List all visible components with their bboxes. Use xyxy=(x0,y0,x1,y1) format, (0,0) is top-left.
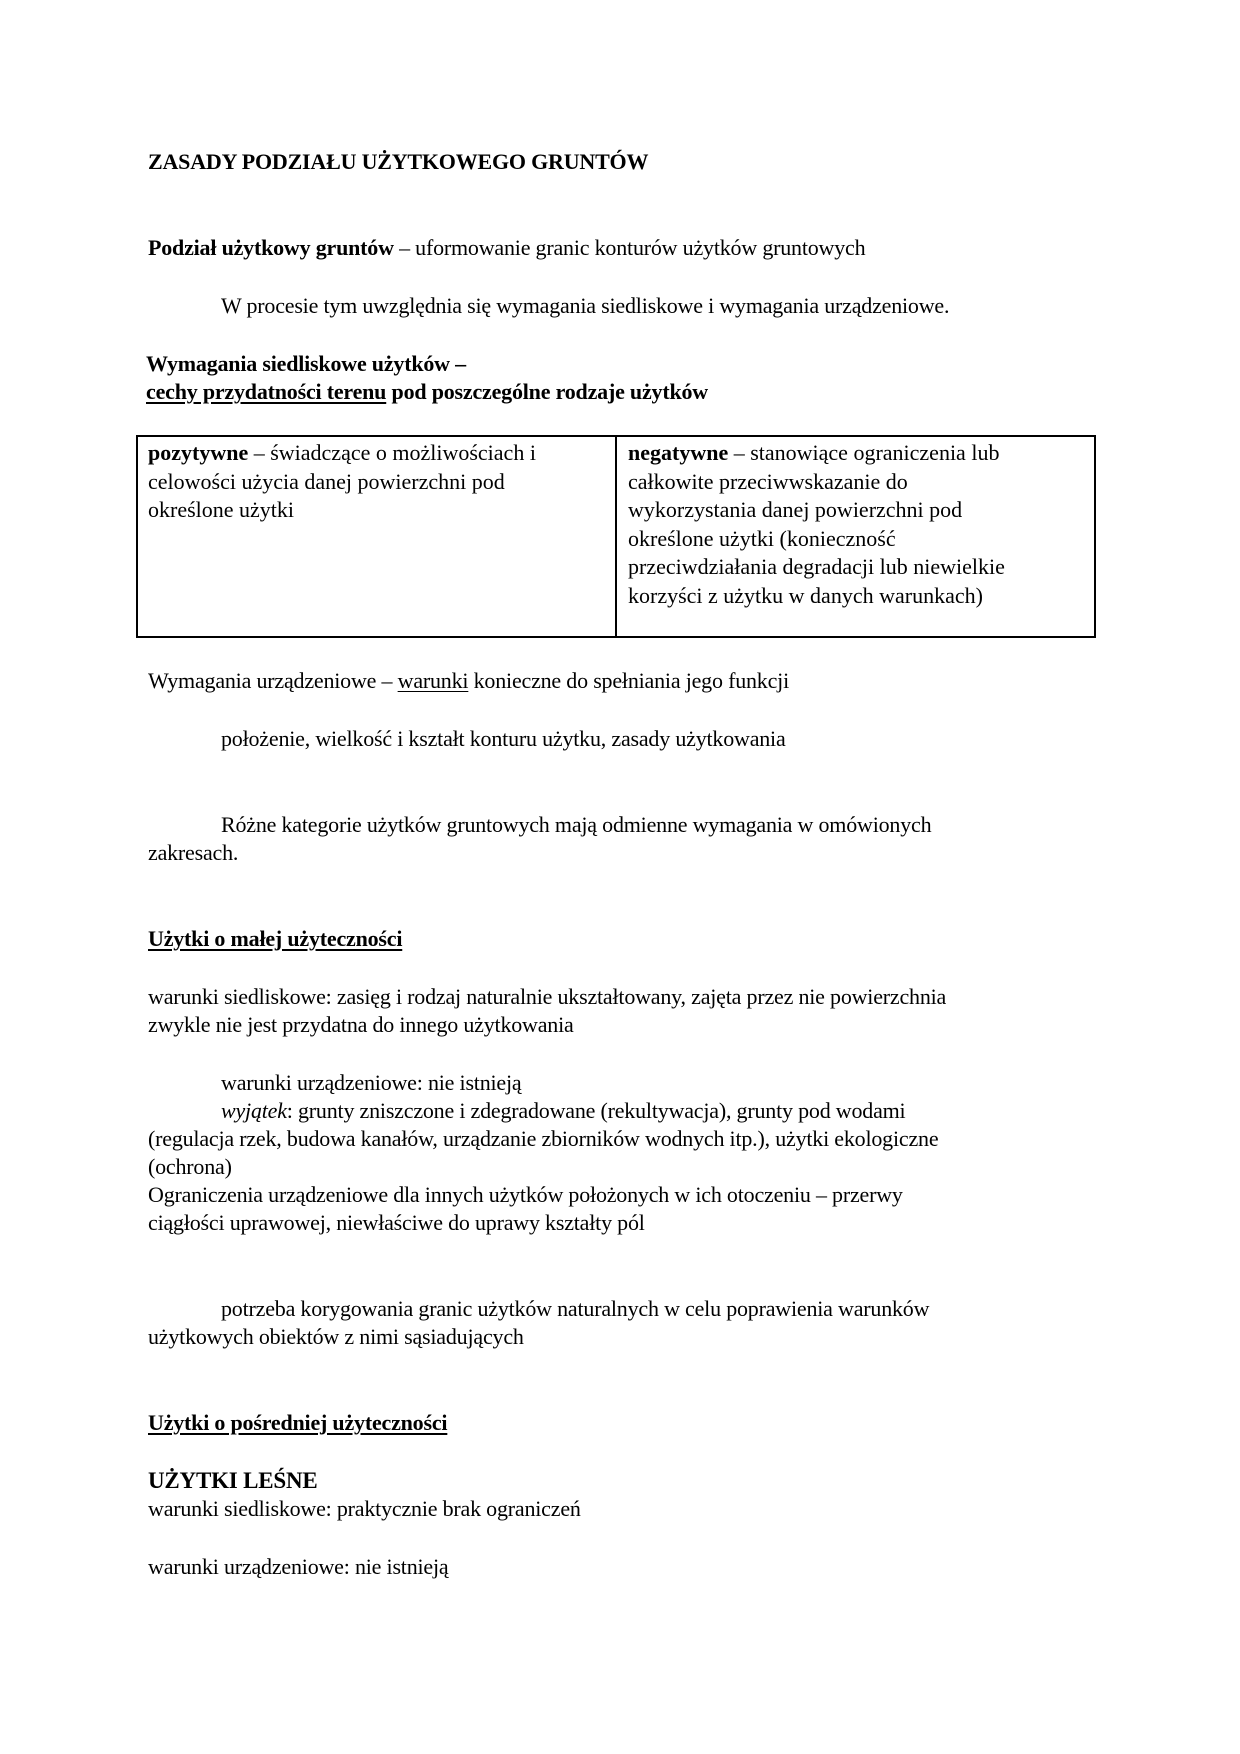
negative-text-line: korzyści z użytku w danych warunkach) xyxy=(628,582,983,608)
forest-subheading: UŻYTKI LEŚNE xyxy=(148,1468,318,1493)
negative-term: negatywne xyxy=(628,440,729,465)
low-exception-line2: (regulacja rzek, budowa kanałów, urządzanie zbiorników wodnych itp.), użytki ekologiczne xyxy=(148,1126,939,1151)
categories-note-line1: Różne kategorie użytków gruntowych mają odmienne wymagania w omówionych xyxy=(221,812,932,837)
device-list: położenie, wielkość i kształt konturu użytku, zasady użytkowania xyxy=(221,726,786,751)
low-habitat-line2: zwykle nie jest przydatna do innego użytkowania xyxy=(148,1012,574,1037)
negative-text-line: – stanowiące ograniczenia lub xyxy=(728,440,1000,465)
positive-text-line: określone użytki xyxy=(148,497,295,522)
definition-text: – uformowanie granic konturów użytków gruntowych xyxy=(393,235,866,260)
low-habitat-line1: warunki siedliskowe: zasięg i rodzaj naturalnie ukształtowany, zajęta przez nie powierzchnia xyxy=(148,984,947,1009)
habitat-heading-line2 xyxy=(146,378,708,406)
positive-text-line: celowości użycia danej powierzchni pod xyxy=(148,468,505,494)
definition-paragraph xyxy=(148,234,865,262)
page-title: ZASADY PODZIAŁU UŻYTKOWEGO GRUNTÓW xyxy=(148,149,649,174)
categories-note-line2: zakresach. xyxy=(148,840,239,865)
positive-term: pozytywne xyxy=(148,440,249,465)
positive-text-line: – świadczące o możliwościach i xyxy=(248,440,536,465)
habitat-heading-underlined: cechy przydatności terenu xyxy=(146,379,387,404)
low-limits-line2: ciągłości uprawowej, niewłaściwe do uprawy kształty pól xyxy=(148,1210,645,1235)
habitat-table xyxy=(136,435,1096,638)
table-cell-negative xyxy=(617,437,1094,636)
exception-text: : grunty zniszczone i zdegradowane (rekultywacja), grunty pod wodami xyxy=(286,1098,906,1123)
intro-paragraph: W procesie tym uwzględnia się wymagania siedliskowe i wymagania urządzeniowe. xyxy=(221,293,950,318)
forest-device: warunki urządzeniowe: nie istnieją xyxy=(148,1554,449,1579)
low-need-line1: potrzeba korygowania granic użytków naturalnych w celu poprawienia warunków xyxy=(221,1296,930,1321)
habitat-heading-line1: Wymagania siedliskowe użytków – xyxy=(146,351,466,376)
low-device: warunki urządzeniowe: nie istnieją xyxy=(221,1070,522,1095)
negative-text-line: całkowite przeciwwskazanie do xyxy=(628,468,908,494)
section-low-heading: Użytki o małej użyteczności xyxy=(148,926,403,951)
device-requirements xyxy=(148,667,789,695)
device-req-text: Wymagania urządzeniowe – xyxy=(148,668,398,693)
negative-text-line: wykorzystania danej powierzchni pod xyxy=(628,497,963,522)
habitat-heading-rest: pod poszczególne rodzaje użytków xyxy=(386,379,708,404)
exception-label: wyjątek xyxy=(221,1098,287,1123)
low-limits-line1: Ograniczenia urządzeniowe dla innych użytków położonych w ich otoczeniu – przerwy xyxy=(148,1182,903,1207)
table-cell-positive xyxy=(138,437,617,636)
low-exception-line1 xyxy=(221,1097,905,1125)
negative-text-line: określone użytki (konieczność xyxy=(628,525,896,551)
definition-term: Podział użytkowy gruntów xyxy=(148,235,394,260)
low-exception-line3: (ochrona) xyxy=(148,1154,232,1179)
forest-habitat: warunki siedliskowe: praktycznie brak ograniczeń xyxy=(148,1496,581,1521)
section-mid-heading: Użytki o pośredniej użyteczności xyxy=(148,1410,448,1435)
device-req-underlined: warunki xyxy=(397,668,469,693)
negative-text-line: przeciwdziałania degradacji lub niewielkie xyxy=(628,554,1005,579)
device-req-text-end: konieczne do spełniania jego funkcji xyxy=(468,668,789,693)
low-need-line2: użytkowych obiektów z nimi sąsiadujących xyxy=(148,1324,524,1349)
